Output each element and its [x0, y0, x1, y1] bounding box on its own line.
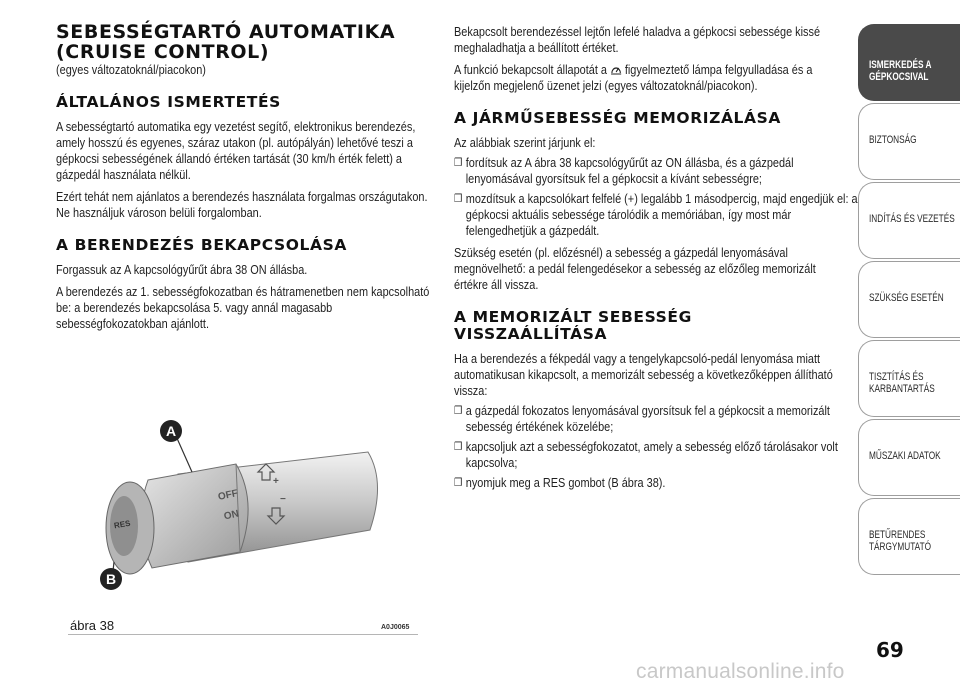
paragraph: A sebességtartó automatika egy vezetést segítő, elektronikus berendezés, amely hosszú és egyenes, száraz utakon (pl. autópályán) lehetővé teszi a gépkocsi sebességének állandó értéken tartását (30 km/h érték felett) a gázpedál használata nélkül. [56, 119, 416, 182]
bullet-glyph: ❒ [454, 157, 463, 169]
tab-muszaki-adatok[interactable]: MŰSZAKI ADATOK [858, 419, 960, 496]
bullet-list [454, 403, 846, 491]
paragraph: Forgassuk az A kapcsológyűrűt ábra 38 ON állásba. [56, 262, 308, 277]
paragraph-warning-light: A funkció bekapcsolt állapotát a figyelmeztető lámpa felgyulladása és a kijelzőn megjelenő üzenet jelzi (egyes változatoknál/piacokon). [454, 62, 813, 93]
bullet-glyph: ❒ [454, 405, 463, 417]
label-b-marker: B [100, 568, 122, 590]
list-item: ❒ mozdítsuk a kapcsolókart felfelé (+) legalább 1 másodpercig, majd engedjük el: a gépkocsi aktuális sebessége tárolódik a memóriában, így most már felengedhetjük a gázpedált. [454, 191, 858, 238]
watermark-text: carmanualsonline.info [636, 660, 845, 683]
list-item: ❒ kapcsoljuk azt a sebességfokozatot, amely a sebesség előző tárolásakor volt kapcsolva; [454, 439, 838, 470]
plus-marking: + [273, 476, 279, 487]
section-heading-activation: A BERENDEZÉS BEKAPCSOLÁSA [56, 236, 347, 254]
tab-biztonsag[interactable]: BIZTONSÁG [858, 103, 960, 180]
page-title: SEBESSÉGTARTÓ AUTOMATIKA (CRUISE CONTROL) [56, 21, 396, 63]
bullet-glyph: ❒ [454, 477, 463, 489]
page-number: 69 [876, 638, 904, 662]
minus-marking: − [280, 494, 286, 505]
paragraph: Ha a berendezés a fékpedál vagy a tengelykapcsoló-pedál lenyomása miatt automatikusan kikapcsolt, a memorizált sebesség a következőképpen állítható vissza: [454, 351, 833, 398]
paragraph: A berendezés az 1. sebességfokozatban és hátramenetben nem kapcsolható be: a berendezés bekapcsolása 5. vagy annál magasabb sebességfokozatokban ajánlott. [56, 284, 430, 331]
figure-code: A0J0065 [381, 624, 410, 631]
label-a-marker: A [160, 420, 182, 442]
left-column [56, 22, 442, 332]
paragraph: Bekapcsolt berendezéssel lejtőn lefelé haladva a gépkocsi sebessége kissé meghaladhatja a beállított értéket. [454, 24, 821, 55]
tab-ismerkedes[interactable]: ISMERKEDÉS A GÉPKOCSIVAL [858, 24, 960, 101]
chapter-tabs [858, 24, 960, 577]
speedometer-icon [610, 64, 622, 75]
on-marking: ON [223, 508, 240, 523]
bullet-glyph: ❒ [454, 441, 463, 453]
tab-betűrendes-targymutato[interactable]: BETŰRENDES TÁRGYMUTATÓ [858, 498, 960, 575]
figure-rule [68, 634, 418, 635]
off-marking: OFF [217, 488, 239, 503]
tab-tisztitas-es-karbantartas[interactable]: TISZTÍTÁS ÉS KARBANTARTÁS [858, 340, 960, 417]
bullet-glyph: ❒ [454, 193, 463, 205]
paragraph: Az alábbiak szerint járjunk el: [454, 135, 596, 150]
figure-caption: ábra 38 [70, 618, 115, 633]
list-item: ❒ fordítsuk az A ábra 38 kapcsológyűrűt az ON állásba, és a gázpedál lenyomásával gyorsítsuk fel a gépkocsit a kívánt sebességre; [454, 155, 794, 186]
bullet-list [454, 155, 858, 239]
page-subtitle: (egyes változatoknál/piacokon) [56, 62, 206, 77]
list-item: ❒ nyomjuk meg a RES gombot (B ábra 38). [454, 475, 666, 490]
res-button-marking: RES [113, 518, 132, 531]
list-item: ❒ a gázpedál fokozatos lenyomásával gyorsítsuk fel a gépkocsit a memorizált sebesség értékének közelébe; [454, 403, 830, 434]
tab-inditas-es-vezetes[interactable]: INDÍTÁS ÉS VEZETÉS [858, 182, 960, 259]
section-heading-restore: A MEMORIZÁLT SEBESSÉG VISSZAÁLLÍTÁSA [454, 308, 692, 343]
section-heading-memorize: A JÁRMŰSEBESSÉG MEMORIZÁLÁSA [454, 109, 781, 127]
paragraph: Ezért tehát nem ajánlatos a berendezés használata forgalmas országutakon. Ne használjuk városon belüli forgalomban. [56, 189, 428, 220]
right-column [454, 24, 858, 491]
figure-cruise-control-lever [68, 412, 418, 636]
section-heading-general: ÁLTALÁNOS ISMERTETÉS [56, 93, 281, 111]
paragraph: Szükség esetén (pl. előzésnél) a sebesség a gázpedál lenyomásával megnövelhető: a pedál felengedésekor a sebesség az előzőleg memorizált értékre áll vissza. [454, 245, 816, 292]
tab-szukseg-eseten[interactable]: SZÜKSÉG ESETÉN [858, 261, 960, 338]
